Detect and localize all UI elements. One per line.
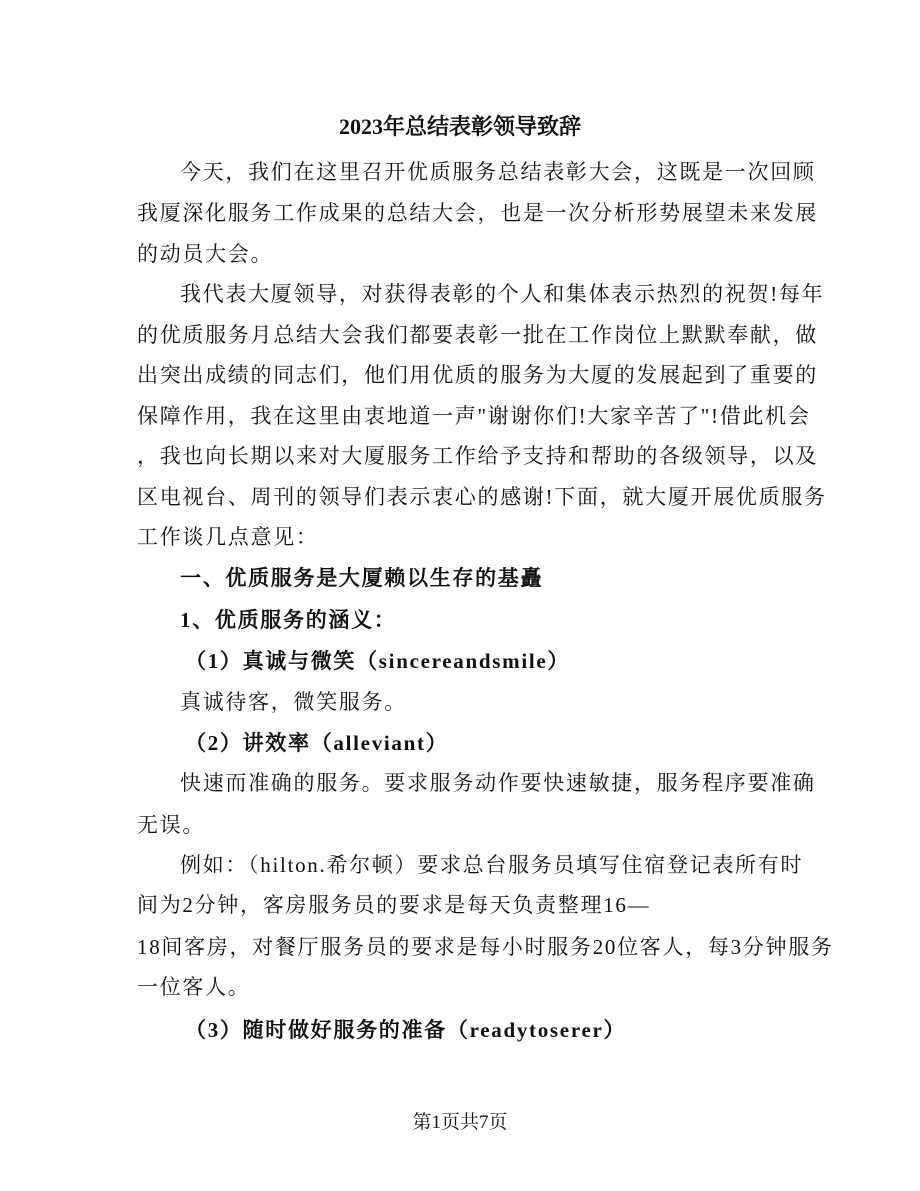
paragraph-line: ，我也向长期以来对大厦服务工作给予支持和帮助的各级领导，以及 xyxy=(137,444,818,468)
page-number: 第1页共7页 xyxy=(412,1112,508,1133)
paragraph-line: 的优质服务月总结大会我们都要表彰一批在工作岗位上默默奉献，做 xyxy=(137,323,818,347)
paragraph-line: 我代表大厦领导，对获得表彰的个人和集体表示热烈的祝贺!每年 xyxy=(180,282,825,306)
document-title: 2023年总结表彰领导致辞 xyxy=(338,114,581,139)
paragraph-line: 快速而准确的服务。要求服务动作要快速敏捷，服务程序要准确 xyxy=(180,771,816,795)
paragraph-line: 真诚待客，微笑服务。 xyxy=(180,690,407,714)
paragraph-line: 一位客人。 xyxy=(137,975,251,999)
paragraph-line: 区电视台、周刊的领导们表示衷心的感谢!下面，就大厦开展优质服务 xyxy=(137,485,827,509)
paragraph-line: 今天，我们在这里召开优质服务总结表彰大会，这既是一次回顾 xyxy=(180,160,816,184)
paragraph-line: 的动员大会。 xyxy=(137,242,274,266)
paragraph-line: 工作谈几点意见： xyxy=(137,525,319,549)
paragraph-line: 无误。 xyxy=(137,813,206,837)
paragraph-line: 我厦深化服务工作成果的总结大会，也是一次分析形势展望未来发展 xyxy=(137,201,818,225)
section-heading: 一、优质服务是大厦赖以生存的基矗 xyxy=(180,566,544,590)
paragraph-line: 出突出成绩的同志们，他们用优质的服务为大厦的发展起到了重要的 xyxy=(137,363,818,387)
item-heading: （1）真诚与微笑（sincereandsmile） xyxy=(185,649,571,673)
paragraph-line: 保障作用，我在这里由衷地道一声"谢谢你们!大家辛苦了"!借此机会 xyxy=(137,404,811,428)
subsection-heading: 1、优质服务的涵义： xyxy=(180,608,397,632)
item-heading: （2）讲效率（alleviant） xyxy=(185,731,449,755)
paragraph-line: 例如：（hilton.希尔顿）要求总台服务员填写住宿登记表所有时 xyxy=(180,853,804,877)
paragraph-line: 18间客房，对餐厅服务员的要求是每小时服务20位客人，每3分钟服务 xyxy=(137,935,834,959)
paragraph-line: 间为2分钟，客房服务员的要求是每天负责整理16— xyxy=(137,893,651,917)
item-heading: （3）随时做好服务的准备（readytoserer） xyxy=(185,1018,627,1042)
